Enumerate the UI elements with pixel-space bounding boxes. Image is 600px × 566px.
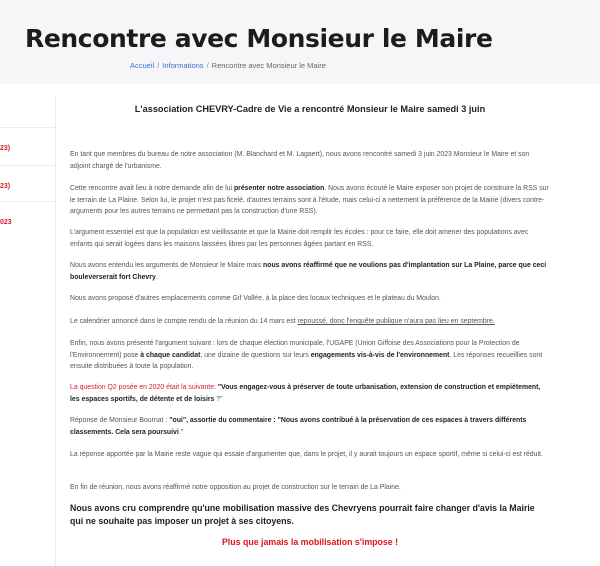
paragraph-text: .": [178, 428, 184, 436]
emphasis-text: engagements vis-à-vis de l'environnement: [310, 351, 450, 359]
article-paragraph: Nous avons proposé d'autres emplacements comme Gif Vallée, à la place des locaux techniques et le plateau du Moulon.: [70, 295, 441, 302]
question-label: La question Q2 posée en 2020 était la suivante:: [70, 384, 218, 391]
article-paragraph: La réponse apportée par la Mairie reste vague qui essaie d'argumenter que, dans le projet, il y aurait toujours un espace sportif, même si celui-ci est réduit.: [70, 451, 543, 458]
sidebar-item-date[interactable]: 23): [0, 145, 11, 152]
breadcrumb-informations-link[interactable]: Informations: [162, 61, 204, 70]
breadcrumb-separator: /: [157, 61, 160, 70]
paragraph-text: ?": [214, 395, 223, 403]
sidebar-row[interactable]: [0, 202, 56, 240]
page-header: [0, 0, 600, 84]
sidebar-item-date[interactable]: 23): [0, 183, 11, 190]
article-paragraph: L'argument essentiel est que la population est vieillissante et que la Mairie doit remplir les écoles : pour ce faire, elle doit amener des populations avec enfants qui serait logées dans les maisons laissées libres par les personnes âgées partant en RSS.: [70, 229, 529, 248]
emphasis-text: à chaque candidat: [140, 351, 201, 359]
sidebar: [0, 96, 56, 566]
sidebar-item-date[interactable]: 023: [0, 219, 12, 226]
closing-statement: Nous avons cru comprendre qu'une mobilisation massive des Chevryens pourrait faire changer d'avis la Mairie qui ne souhaite pas imposer un projet à ses citoyens.: [70, 503, 535, 526]
article-paragraph: [70, 338, 550, 373]
article-title: L'association CHEVRY-Cadre de Vie a rencontré Monsieur le Maire samedi 3 juin: [134, 104, 486, 114]
underlined-text: repoussé, donc l'enquête publique n'aura pas lieu en septembre.: [297, 318, 495, 325]
paragraph-text: Enfin, nous avons présenté l'argument suivant : lors de chaque élection municipale, l'UGAPE (Union Giffoise des Associations pour la Protection de l'Environnement) pose: [70, 340, 520, 359]
breadcrumb: [130, 61, 326, 70]
article-paragraph: [70, 316, 550, 328]
emphasis-text: nous avons réaffirmé que ne voulions pas d'implantation sur La Plaine, parce que ceci bouleverserait fort Chevry: [70, 262, 547, 281]
article-paragraph: [70, 415, 550, 438]
breadcrumb-separator: /: [206, 61, 209, 70]
paragraph-text: . Nous avons écouté le Maire exposer son projet de construire la RSS sur le terrain de La Plaine. Selon lui, le projet n'est pas ficelé, d'autres terrains sont à l'étude, mais celui-ci a nettement la préférence de la Mairie (divers contre-arguments pour les autres terrains ne permettant pas la construction d'une RSS).: [70, 185, 549, 215]
paragraph-text: Cette rencontre avait lieu à notre demande afin de lui: [70, 185, 234, 192]
page-title: Rencontre avec Monsieur le Maire: [25, 24, 493, 53]
breadcrumb-current: Rencontre avec Monsieur le Maire: [211, 61, 326, 70]
paragraph-text: Le calendrier annoncé dans le compte rendu de la réunion du 14 mars est: [70, 318, 298, 325]
sidebar-row[interactable]: [0, 166, 56, 202]
sidebar-row[interactable]: [0, 128, 56, 166]
breadcrumb-home-link[interactable]: Accueil: [130, 61, 155, 70]
article-paragraph: [70, 382, 550, 405]
article-paragraph: [70, 260, 550, 283]
article-paragraph: En tant que membres du bureau de notre association (M. Blanchard et M. Lagaert), nous avons rencontré samedi 3 juin 2023 Monsieur le Maire et son adjoint chargé de l'urbanisme.: [70, 151, 530, 170]
emphasis-text: présenter notre association: [233, 185, 325, 192]
article-paragraph: En fin de réunion, nous avons réaffirmé notre opposition au projet de construction sur le terrain de La Plaine.: [70, 484, 401, 491]
answer-quote: "oui", assortie du commentaire : "Nous avons contribué à la préservation de ces espaces à travers différents classements. Cela sera poursuivi: [70, 417, 527, 436]
paragraph-text: Réponse de Monsieur Bournat :: [70, 417, 170, 424]
sidebar-row: [0, 96, 56, 128]
mobilisation-callout: Plus que jamais la mobilisation s'impose !: [221, 537, 399, 547]
paragraph-text: . Les réponses recueillies sont ensuite distribuées à toute la population.: [70, 351, 543, 370]
paragraph-text: , une dizaine de questions sur leurs: [200, 351, 311, 359]
paragraph-text: Nous avons entendu les arguments de Monsieur le Maire mais: [70, 262, 264, 269]
paragraph-text: .: [155, 273, 158, 281]
article-paragraph: [70, 183, 550, 218]
question-quote: "Vous engagez-vous à préserver de toute urbanisation, extension de construction et empiètement, les espaces sportifs, de détente et de loisirs: [70, 384, 541, 403]
